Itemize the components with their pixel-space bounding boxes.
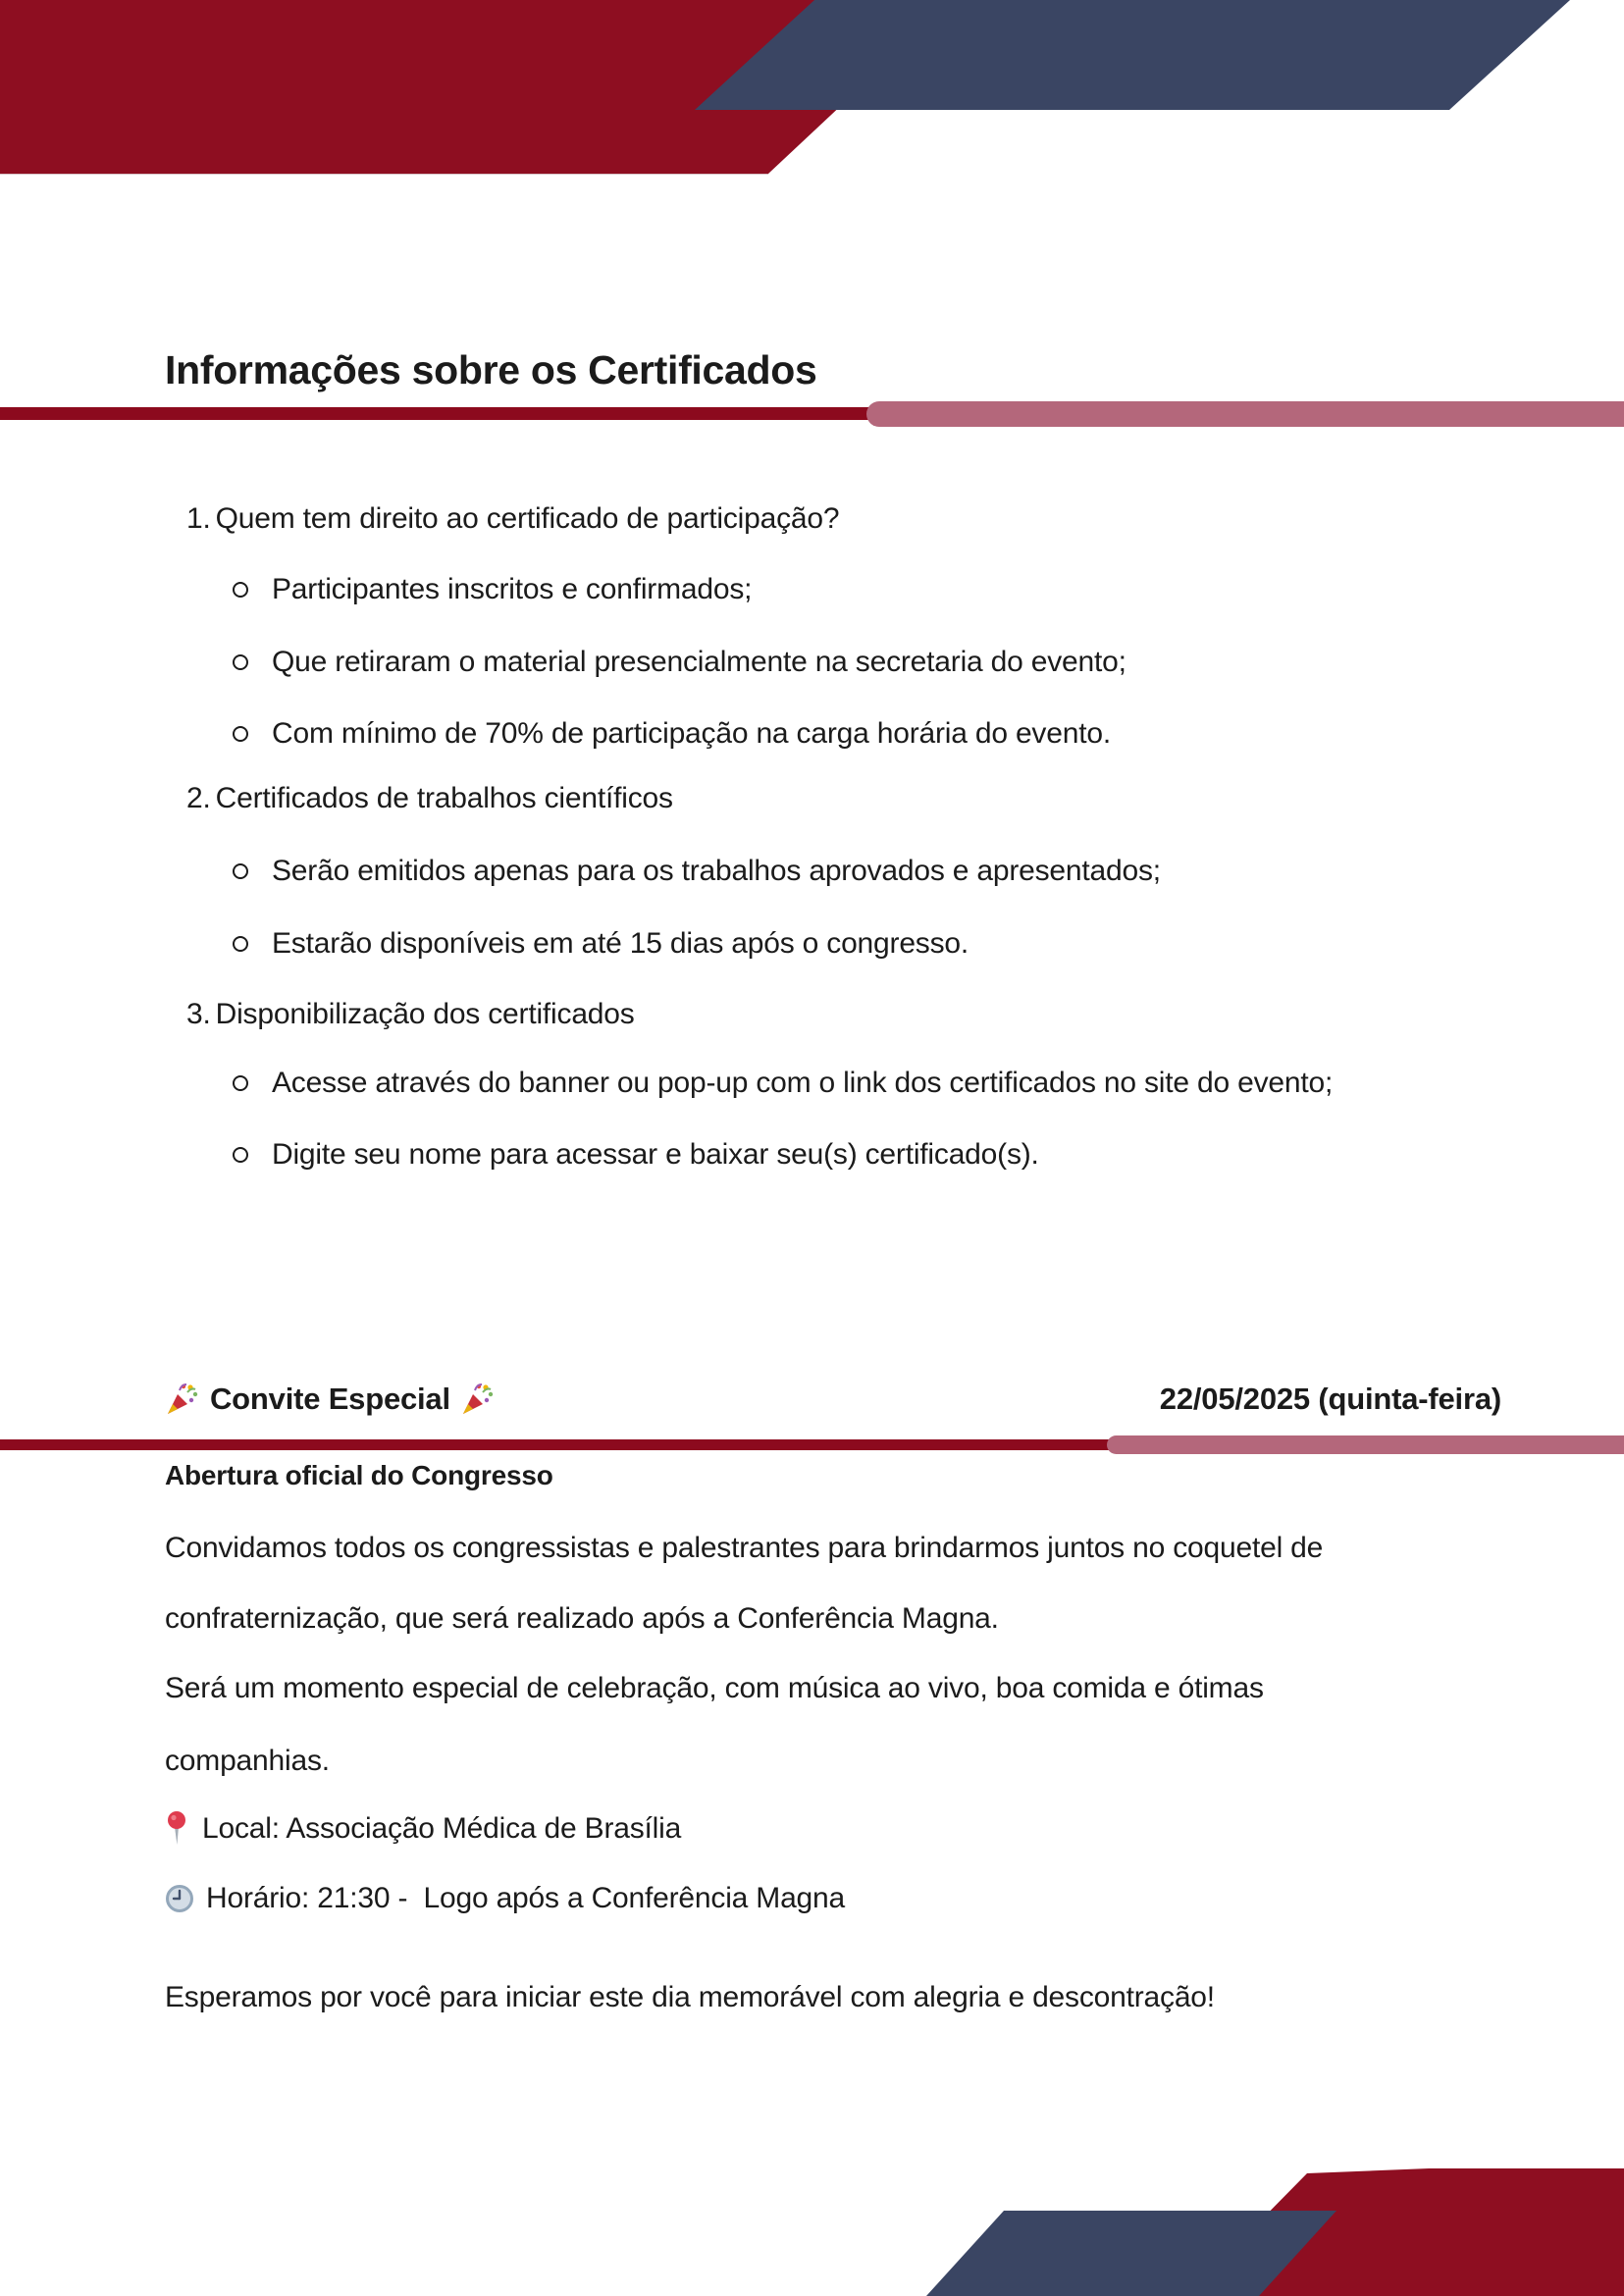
item-number: 2. <box>186 782 211 814</box>
item-text: Certificados de trabalhos científicos <box>215 782 673 814</box>
bullet-text: Serão emitidos apenas para os trabalhos aprovados e apresentados; <box>272 855 1161 887</box>
page-title: Informações sobre os Certificados <box>165 347 817 392</box>
bullet-text: Participantes inscritos e confirmados; <box>272 573 753 605</box>
paragraph-line: companhias. <box>165 1745 330 1777</box>
bullet-circle-icon <box>233 936 248 952</box>
numbered-item <box>0 501 1624 537</box>
invite-underline-accent <box>1107 1435 1624 1454</box>
paragraph-line: confraternização, que será realizado após a Conferência Magna. <box>165 1602 999 1635</box>
location-row <box>0 1809 1624 1849</box>
bottom-banner <box>0 2168 1624 2296</box>
bullet-item <box>0 854 1624 889</box>
item-text: Disponibilização dos certificados <box>215 998 635 1030</box>
paragraph-line: Será um momento especial de celebração, com música ao vivo, boa comida e ótimas <box>165 1672 1264 1704</box>
paragraph-line: Convidamos todos os congressistas e palestrantes para brindarmos juntos no coquetel de <box>165 1532 1324 1564</box>
invite-subtitle: Abertura oficial do Congresso <box>165 1460 553 1490</box>
bullet-circle-icon <box>233 726 248 742</box>
time-row <box>0 1879 1624 1918</box>
party-popper-icon <box>165 1382 200 1417</box>
title-underline-accent <box>866 401 1624 427</box>
time-text: Horário: 21:30 - Logo após a Conferência Magna <box>206 1882 846 1914</box>
bullet-text: Acesse através do banner ou pop-up com o link dos certificados no site do evento; <box>272 1067 1334 1099</box>
bullet-item <box>0 716 1624 752</box>
bullet-circle-icon <box>233 863 248 879</box>
bullet-circle-icon <box>233 1075 248 1091</box>
bullet-item <box>0 645 1624 680</box>
closing-text: Esperamos por você para iniciar este dia memorável com alegria e descontração! <box>165 1981 1215 2013</box>
item-number: 1. <box>186 502 211 535</box>
bullet-text: Que retiraram o material presencialmente na secretaria do evento; <box>272 646 1126 678</box>
bullet-item <box>0 572 1624 607</box>
bullet-text: Estarão disponíveis em até 15 dias após o congresso. <box>272 927 969 960</box>
bullet-item <box>0 926 1624 962</box>
location-text: Local: Associação Médica de Brasília <box>202 1812 682 1845</box>
top-banner <box>0 0 1624 175</box>
bullet-text: Com mínimo de 70% de participação na carga horária do evento. <box>272 717 1111 750</box>
navy-ribbon-top <box>695 0 1570 110</box>
bullet-text: Digite seu nome para acessar e baixar seu(s) certificado(s). <box>272 1138 1039 1171</box>
clock-icon <box>165 1884 194 1913</box>
invite-header-row <box>0 1380 1624 1419</box>
bullet-item <box>0 1137 1624 1173</box>
invite-title-group <box>165 1382 496 1417</box>
bullet-circle-icon <box>233 582 248 598</box>
numbered-item <box>0 781 1624 816</box>
invite-date: 22/05/2025 (quinta-feira) <box>1159 1382 1501 1416</box>
bullet-circle-icon <box>233 1147 248 1163</box>
numbered-item <box>0 997 1624 1032</box>
bullet-item <box>0 1066 1624 1101</box>
item-number: 3. <box>186 998 211 1030</box>
item-text: Quem tem direito ao certificado de participação? <box>215 502 840 535</box>
invite-title: Convite Especial <box>210 1382 450 1416</box>
party-popper-icon <box>460 1382 496 1417</box>
bullet-circle-icon <box>233 654 248 670</box>
round-pushpin-icon <box>165 1810 188 1848</box>
